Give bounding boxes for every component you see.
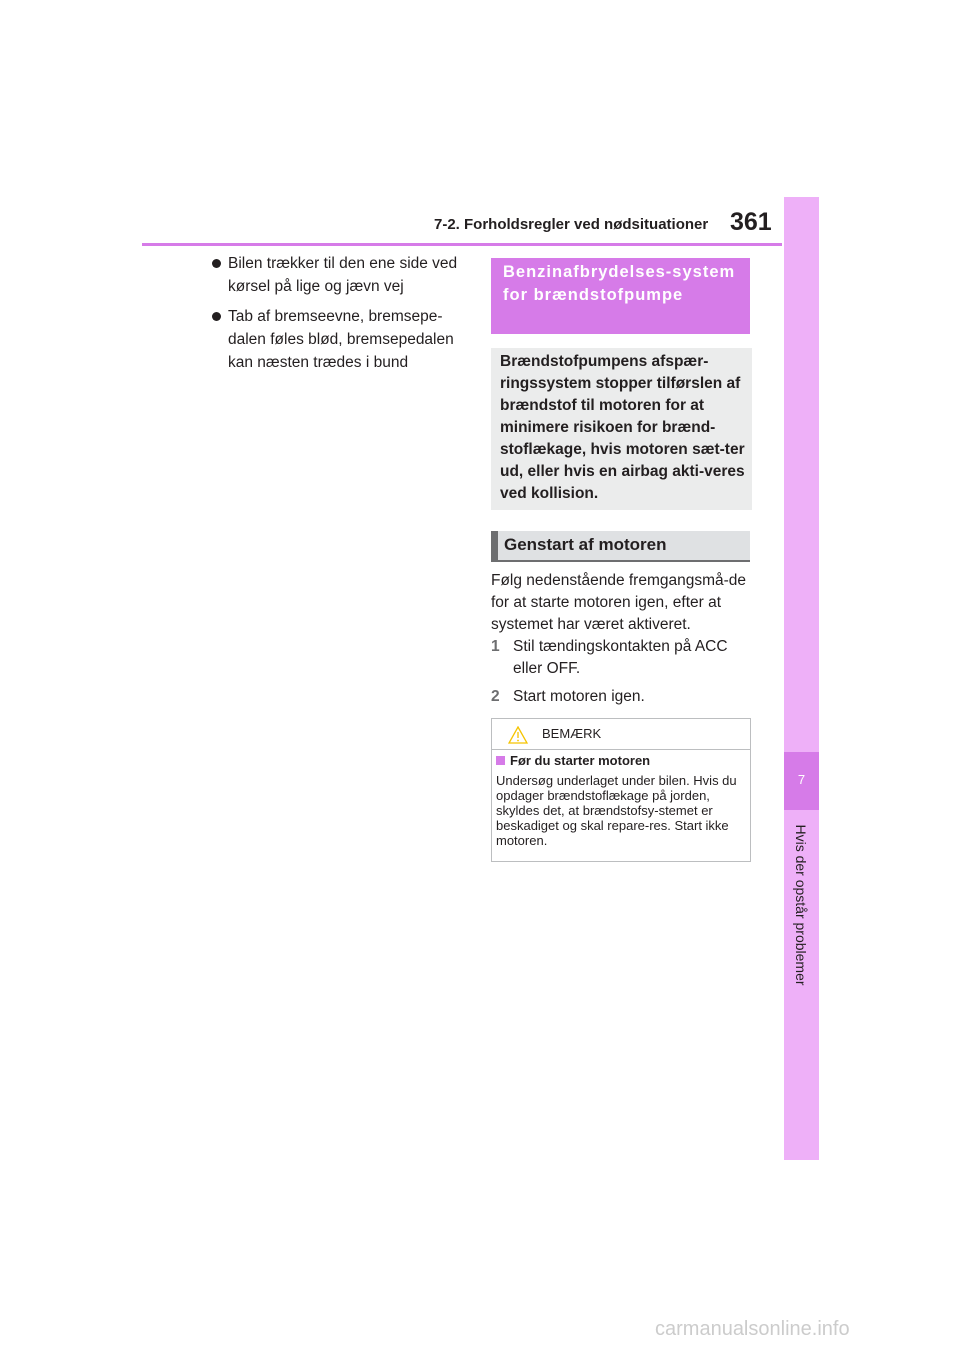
chapter-number: 7: [797, 772, 806, 787]
notice-subtitle: Før du starter motoren: [510, 753, 651, 768]
step-number: 2: [491, 688, 500, 705]
header-rule: [142, 243, 782, 246]
restart-section-title: Genstart af motoren: [504, 535, 667, 554]
fuel-pump-info-text: Brændstofpumpens afspær-ringssystem stopper tilførslen af brændstof til motoren for at minimere risikoen for brænd-stoflækage, hvis motoren sæt-ter ud, eller hvis en airbag akti-veres ved kollision.: [500, 353, 745, 502]
bullet-icon: [212, 312, 221, 321]
bullet-icon: [212, 259, 221, 268]
restart-steps-list: [491, 636, 753, 714]
step-text: Stil tændingskontakten på ACC eller OFF.: [513, 638, 728, 677]
step-number: 1: [491, 638, 500, 655]
list-item-text: Tab af bremseevne, bremsepe-dalen føles blød, bremsepedalen kan næsten trædes i bund: [228, 308, 454, 371]
notice-header: [492, 719, 750, 750]
restart-section-header: [491, 531, 750, 562]
page-number: 361: [730, 208, 772, 236]
step-item: [491, 686, 753, 708]
fuel-pump-info-box: [491, 348, 752, 510]
step-text: Start motoren igen.: [513, 688, 645, 705]
list-item: [212, 252, 474, 298]
list-item-text: Bilen trækker til den ene side ved kørsel på lige og jævn vej: [228, 255, 458, 295]
section-accent-bar: [491, 531, 498, 562]
chapter-title: Hvis der opstår problemer: [793, 824, 809, 986]
list-item: [212, 305, 474, 374]
header-section-title: 7-2. Forholdsregler ved nødsituationer: [434, 216, 709, 233]
notice-label: BEMÆRK: [542, 726, 602, 741]
step-item: [491, 636, 753, 680]
notice-subtitle-row: [496, 753, 650, 768]
fuel-pump-section-title: Benzinafbrydelses-system for brændstofpumpe: [503, 263, 736, 304]
fuel-pump-section-header: [491, 258, 750, 334]
watermark: carmanualsonline.info: [655, 1318, 850, 1340]
chapter-side-tab: [784, 197, 819, 1160]
notice-body: Undersøg underlaget under bilen. Hvis du opdager brændstoflækage på jorden, skyldes det, at brændstofsy-stemet er beskadiget og skal repare-res. Start ikke motoren.: [496, 773, 737, 848]
chapter-number-box: [784, 752, 819, 810]
warning-triangle-icon: [508, 726, 528, 744]
notice-box: [491, 718, 751, 862]
square-bullet-icon: [496, 756, 505, 765]
restart-intro-text: Følg nedenstående fremgangsmå-de for at starte motoren igen, efter at systemet har været aktiveret.: [491, 572, 747, 633]
symptom-bullet-list: [212, 252, 474, 381]
